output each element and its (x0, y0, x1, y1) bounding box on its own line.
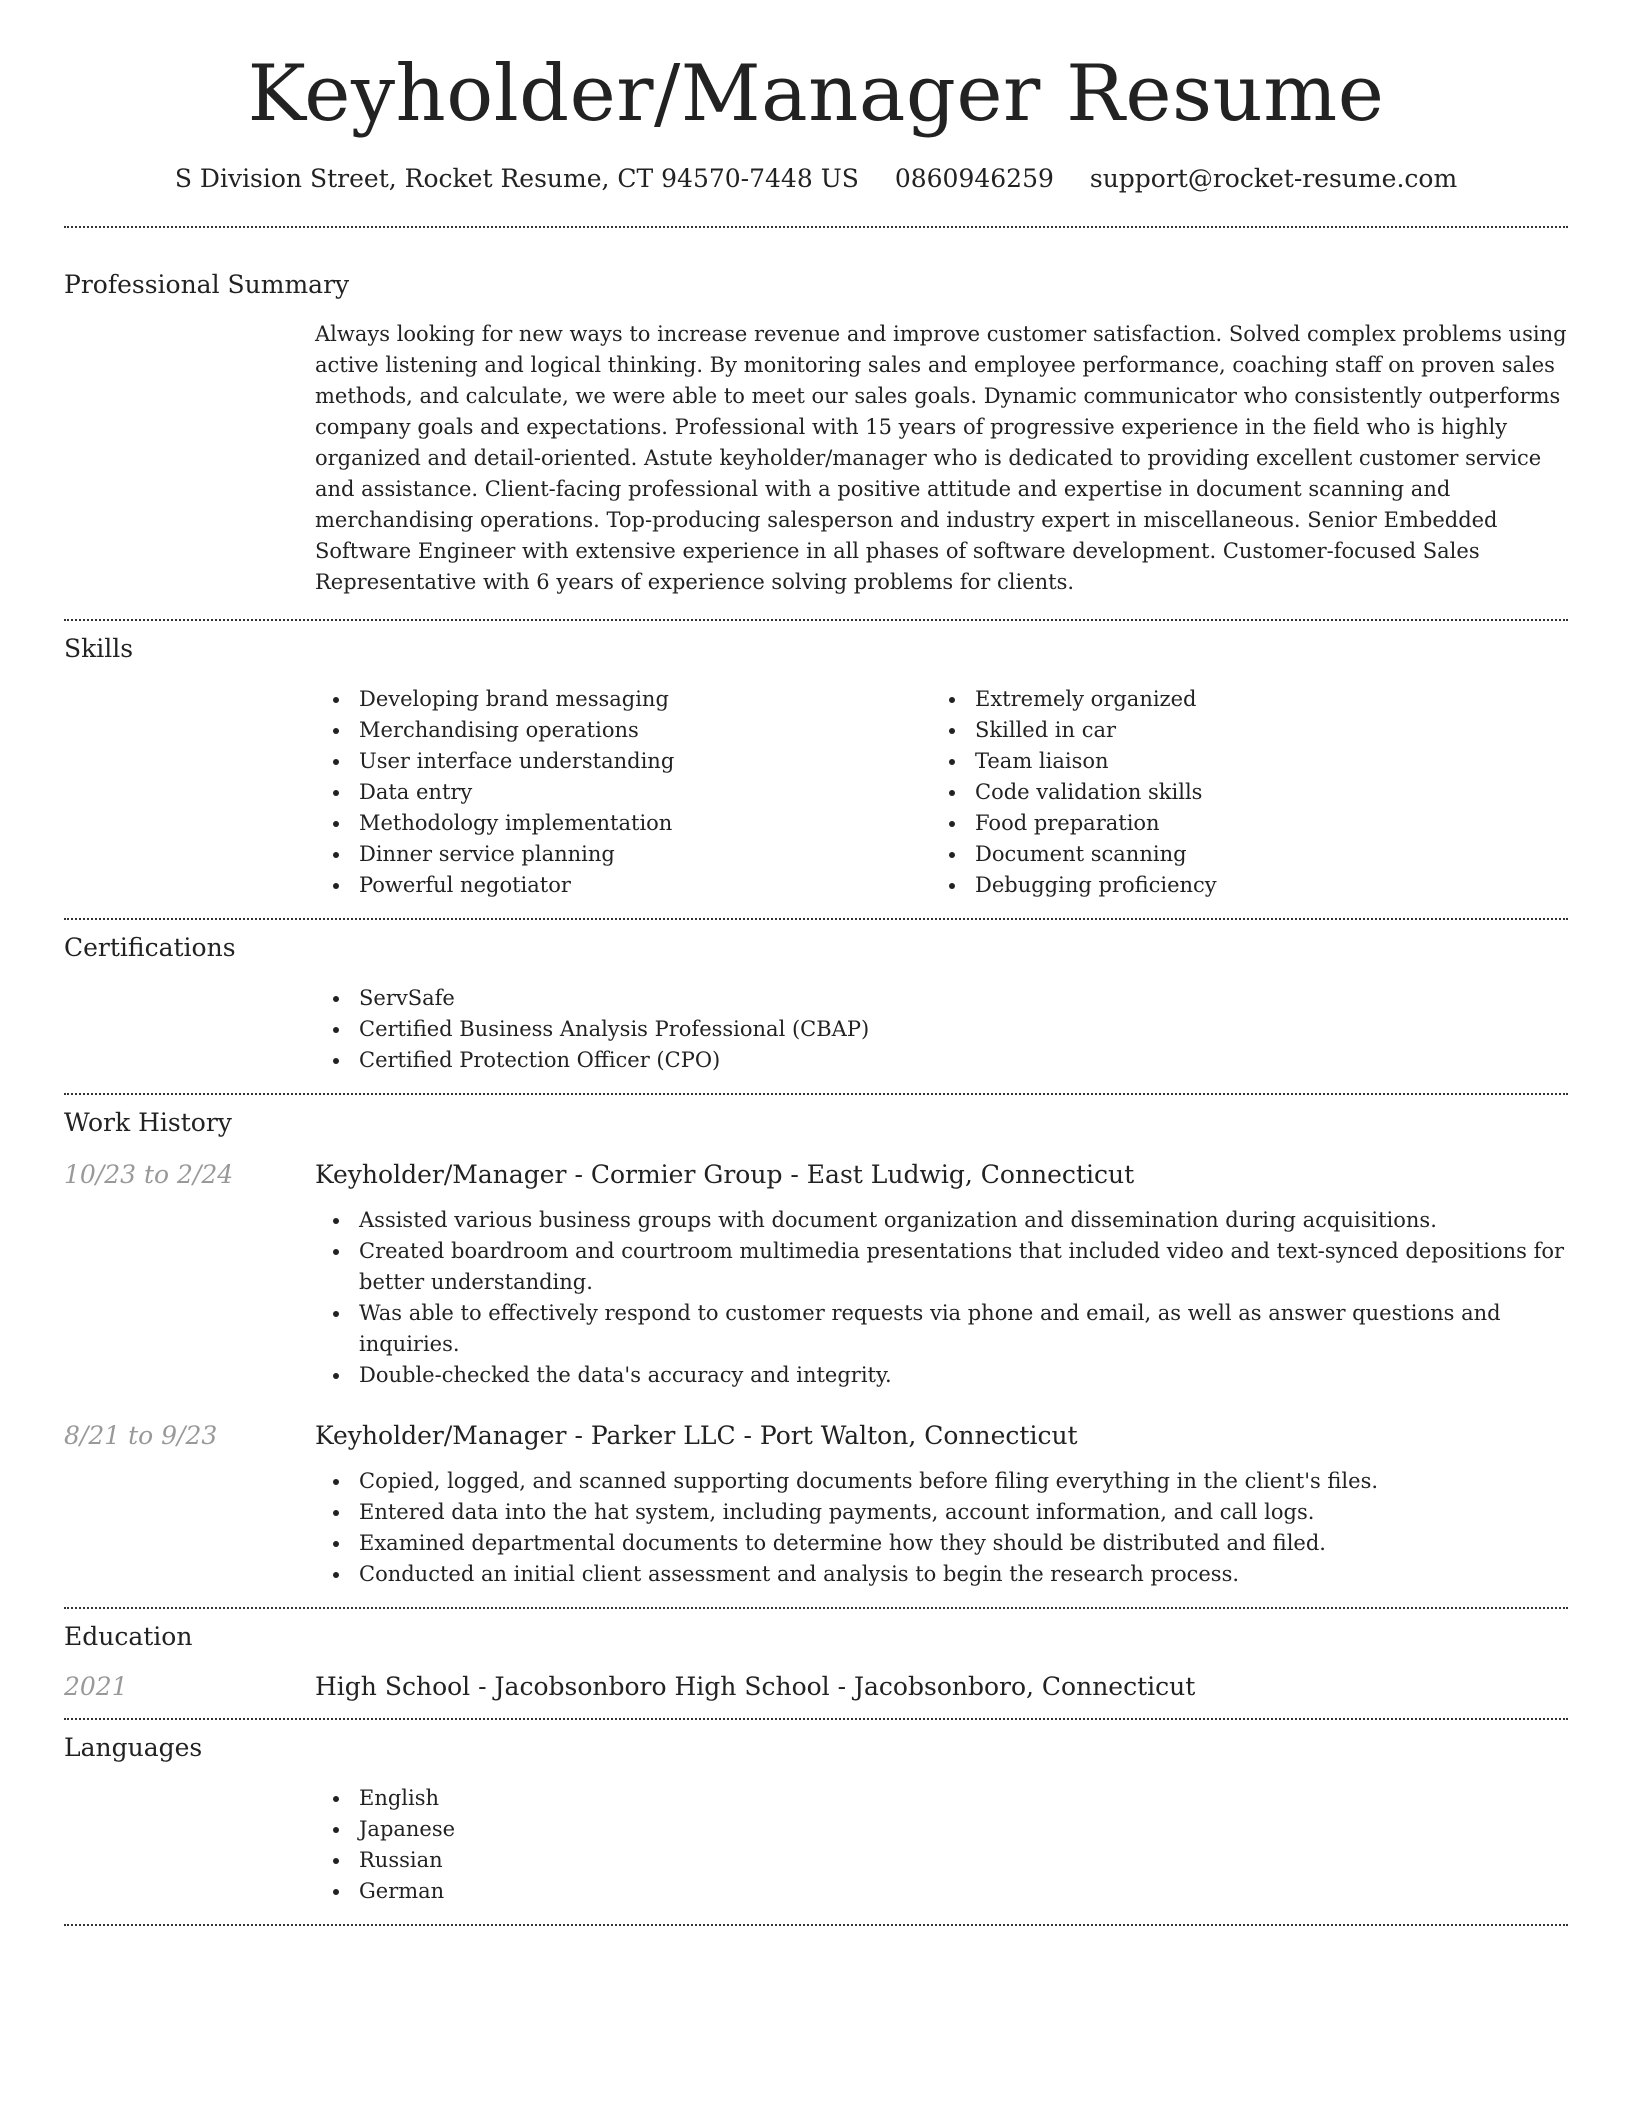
job-header (64, 1160, 1568, 1189)
skills-section (64, 634, 1568, 901)
skill-item: Document scanning (975, 839, 1547, 870)
skill-item: Methodology implementation (359, 808, 931, 839)
education-section (64, 1622, 1568, 1701)
summary-heading: Professional Summary (64, 269, 350, 299)
language-item: Japanese (359, 1814, 1568, 1845)
education-title: High School - Jacobsonboro High School - Jacobsonboro, Connecticut (315, 1671, 1196, 1701)
job-bullet: Double-checked the data's accuracy and integrity. (359, 1360, 1568, 1391)
job-header (64, 1421, 1568, 1450)
skill-item: Dinner service planning (359, 839, 931, 870)
certifications-content (315, 983, 1568, 1076)
job-entry (64, 1421, 1568, 1590)
job-bullets (315, 1205, 1568, 1391)
job-date: 8/21 to 9/23 (64, 1420, 218, 1450)
section-divider (64, 918, 1568, 920)
skills-list-right (931, 684, 1547, 901)
skill-item: User interface understanding (359, 746, 931, 777)
section-divider (64, 1718, 1568, 1720)
languages-content (315, 1783, 1568, 1907)
skill-item: Developing brand messaging (359, 684, 931, 715)
job-date: 10/23 to 2/24 (64, 1159, 234, 1189)
certifications-heading: Certifications (64, 932, 236, 962)
skill-item: Code validation skills (975, 777, 1547, 808)
section-divider (64, 1924, 1568, 1926)
job-bullet: Was able to effectively respond to customer requests via phone and email, as well as answer questions and inquiries. (359, 1298, 1568, 1360)
skills-columns (315, 684, 1568, 901)
education-heading: Education (64, 1621, 193, 1651)
language-item: German (359, 1876, 1568, 1907)
summary-text: Always looking for new ways to increase revenue and improve customer satisfaction. Solved complex problems using active listening and logical thinking. By monitoring sales and employee performance, coaching staff on proven sales methods, and calculate, we were able to meet our sales goals. Dynamic communicator who consistently outperforms company goals and expectations. Professional with 15 years of progressive experience in the field who is highly organized and detail-oriented. Astute keyholder/manager who is dedicated to providing excellent customer service and assistance. Client-facing professional with a positive attitude and expertise in document scanning and merchandising operations. Top-producing salesperson and industry expert in miscellaneous. Senior Embedded Software Engineer with extensive experience in all phases of software development. Customer-focused Sales Representative with 6 years of experience solving problems for clients. (315, 321, 1567, 594)
languages-list (315, 1783, 1568, 1907)
skill-item: Food preparation (975, 808, 1547, 839)
skill-item: Merchandising operations (359, 715, 931, 746)
job-bullet: Entered data into the hat system, including payments, account information, and call logs. (359, 1497, 1568, 1528)
section-divider (64, 619, 1568, 621)
job-bullet: Conducted an initial client assessment and analysis to begin the research process. (359, 1559, 1568, 1590)
skill-item: Team liaison (975, 746, 1547, 777)
contact-email: support@rocket-resume.com (1089, 163, 1458, 193)
job-bullet: Copied, logged, and scanned supporting documents before filing everything in the client's files. (359, 1466, 1568, 1497)
certifications-list (315, 983, 1568, 1076)
job-details (315, 1205, 1568, 1391)
skill-item: Debugging proficiency (975, 870, 1547, 901)
contact-phone: 0860946259 (894, 163, 1054, 193)
skills-heading: Skills (64, 633, 134, 663)
section-divider (64, 1093, 1568, 1095)
job-title: Keyholder/Manager - Cormier Group - East Ludwig, Connecticut (315, 1159, 1135, 1189)
job-bullet: Assisted various business groups with document organization and dissemination during acquisitions. (359, 1205, 1568, 1236)
skill-item: Data entry (359, 777, 931, 808)
work-history-section (64, 1108, 1568, 1590)
certification-item: ServSafe (359, 983, 1568, 1014)
section-divider (64, 1607, 1568, 1609)
skill-item: Extremely organized (975, 684, 1547, 715)
summary-section (64, 270, 1568, 598)
languages-section (64, 1733, 1568, 1907)
language-item: English (359, 1783, 1568, 1814)
job-title: Keyholder/Manager - Parker LLC - Port Walton, Connecticut (315, 1420, 1078, 1450)
resume-title: Keyholder/Manager Resume (247, 49, 1385, 139)
education-entry (64, 1672, 1568, 1701)
resume-header (64, 0, 1568, 193)
contact-address: S Division Street, Rocket Resume, CT 94570-7448 US (174, 163, 859, 193)
work-history-heading: Work History (64, 1107, 232, 1137)
language-item: Russian (359, 1845, 1568, 1876)
certifications-section (64, 933, 1568, 1076)
job-bullets (315, 1466, 1568, 1590)
education-date: 2021 (64, 1671, 128, 1701)
section-divider (64, 226, 1568, 228)
skill-item: Powerful negotiator (359, 870, 931, 901)
languages-heading: Languages (64, 1732, 203, 1762)
skill-item: Skilled in car (975, 715, 1547, 746)
contact-line (64, 164, 1568, 193)
certification-item: Certified Business Analysis Professional (CBAP) (359, 1014, 1568, 1045)
job-details (315, 1466, 1568, 1590)
skills-list-left (315, 684, 931, 901)
job-bullet: Created boardroom and courtroom multimedia presentations that included video and text-synced depositions for better understanding. (359, 1236, 1568, 1298)
certification-item: Certified Protection Officer (CPO) (359, 1045, 1568, 1076)
job-bullet: Examined departmental documents to determine how they should be distributed and filed. (359, 1528, 1568, 1559)
job-entry (64, 1160, 1568, 1391)
